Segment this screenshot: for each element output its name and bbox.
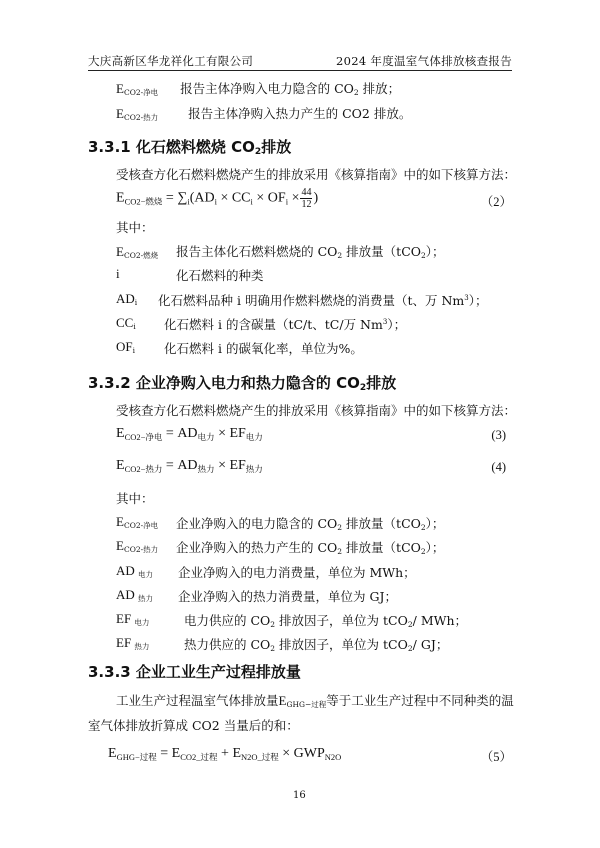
def-of-i: $OF_i$ xyxy=(116,339,136,355)
def-e-co2-net-electricity: $E_{CO2-净电}$ xyxy=(116,514,159,530)
section1-intro: 受核查方化石燃料燃烧产生的排放采用《核算指南》中的如下核算方法： xyxy=(116,167,517,182)
fraction-44-12: $\frac{44}{12}$ xyxy=(301,187,312,210)
page-number: 16 xyxy=(293,790,306,801)
section-heading-3-3-1: 3.3.1 化石燃料燃烧 $CO_2$排放 xyxy=(88,138,292,157)
equation-2: $E_{CO2-燃烧} = \sum_i(AD_i \times CC_i \times OF_i$ × $\frac{44}{12}$ ) xyxy=(116,187,319,210)
def-ad-i-desc: 化石燃料品种 i 明确用作燃料燃烧的消费量（t、万 Nm$^3$）； xyxy=(158,293,488,308)
def-cc-i: $CC_i$ xyxy=(116,315,136,331)
section3-paragraph-line1: 工业生产过程温室气体排放量$E_{GHG-过程}$等于工业生产过程中不同种类的温 xyxy=(116,693,514,709)
equation-5: $E_{GHG-过程} = E_{CO2\_过程} + E_{N2O\_过程} \times GWP_{N2O}$ xyxy=(108,746,342,762)
def-ad-i: $AD_i$ xyxy=(116,291,138,307)
header-rule xyxy=(88,70,512,71)
def-ad-electricity: AD $_{电力}$ xyxy=(116,563,154,579)
equation-2-number: （2） xyxy=(480,195,512,209)
def-ad-electricity-desc: 企业净购入的电力消费量，单位为 MWh； xyxy=(178,565,416,580)
header-company: 大庆高新区华龙祥化工有限公司 xyxy=(88,54,254,68)
def-i-desc: 化石燃料的种类 xyxy=(176,268,264,283)
def-cc-i-desc: 化石燃料 i 的含碳量（tC/t、tC/万 Nm$^3$）； xyxy=(164,317,407,332)
def-ef-heat: EF $_{热力}$ xyxy=(116,635,150,651)
section1-where: 其中： xyxy=(116,220,154,235)
def-i: i xyxy=(116,266,120,281)
equation-4-number: (4) xyxy=(491,460,506,474)
section2-intro: 受核查方化石燃料燃烧产生的排放采用《核算指南》中的如下核算方法： xyxy=(116,403,517,418)
intro-def-net-electricity: $E_{CO2-净电}$ 报告主体净购入电力隐含的 $CO_2$ 排放； xyxy=(116,81,401,97)
equation-3-number: (3) xyxy=(491,428,506,442)
def-e-co2-heat-desc: 企业净购入的热力产生的 $CO_2$ 排放量（tCO$_2$）； xyxy=(176,540,445,556)
section-heading-3-3-2: 3.3.2 企业净购入电力和热力隐含的 $CO_2$排放 xyxy=(88,374,397,393)
def-ef-electricity: EF $_{电力}$ xyxy=(116,611,150,627)
section-heading-3-3-3: 3.3.3 企业工业生产过程排放量 xyxy=(88,663,301,681)
section2-where: 其中： xyxy=(116,491,154,506)
def-of-i-desc: 化石燃料 i 的碳氧化率，单位为%。 xyxy=(164,341,363,356)
def-ef-heat-desc: 热力供应的 $CO_2$ 排放因子，单位为 tCO$_2$/ GJ； xyxy=(184,637,449,653)
header-report-title: 2024 年度温室气体排放核查报告 xyxy=(335,54,512,68)
def-ef-electricity-desc: 电力供应的 $CO_2$ 排放因子，单位为 tCO$_2$/ MWh； xyxy=(184,613,468,629)
equation-4: $E_{CO2-热力} = AD_{热力} \times EF_{热力}$ xyxy=(116,458,263,474)
def-e-co2-combustion: $E_{CO2-燃烧}$ 报告主体化石燃料燃烧的 $CO_2$ 排放量（tCO$_2$）； xyxy=(116,244,445,260)
equation-5-number: （5） xyxy=(480,750,512,764)
def-ad-heat: AD $_{热力}$ xyxy=(116,587,154,603)
intro-def-heat: $E_{CO2-热力}$ 报告主体净购入热力产生的 CO2 排放。 xyxy=(116,106,412,122)
def-ad-heat-desc: 企业净购入的热力消费量，单位为 GJ； xyxy=(178,589,397,604)
def-e-co2-net-electricity-desc: 企业净购入的电力隐含的 $CO_2$ 排放量（tCO$_2$）； xyxy=(176,516,445,532)
section3-paragraph-line2: 室气体排放折算成 CO2 当量后的和： xyxy=(88,718,299,733)
def-e-co2-heat: $E_{CO2-热力}$ xyxy=(116,538,159,554)
equation-3: $E_{CO2-净电} = AD_{电力} \times EF_{电力}$ xyxy=(116,426,263,442)
